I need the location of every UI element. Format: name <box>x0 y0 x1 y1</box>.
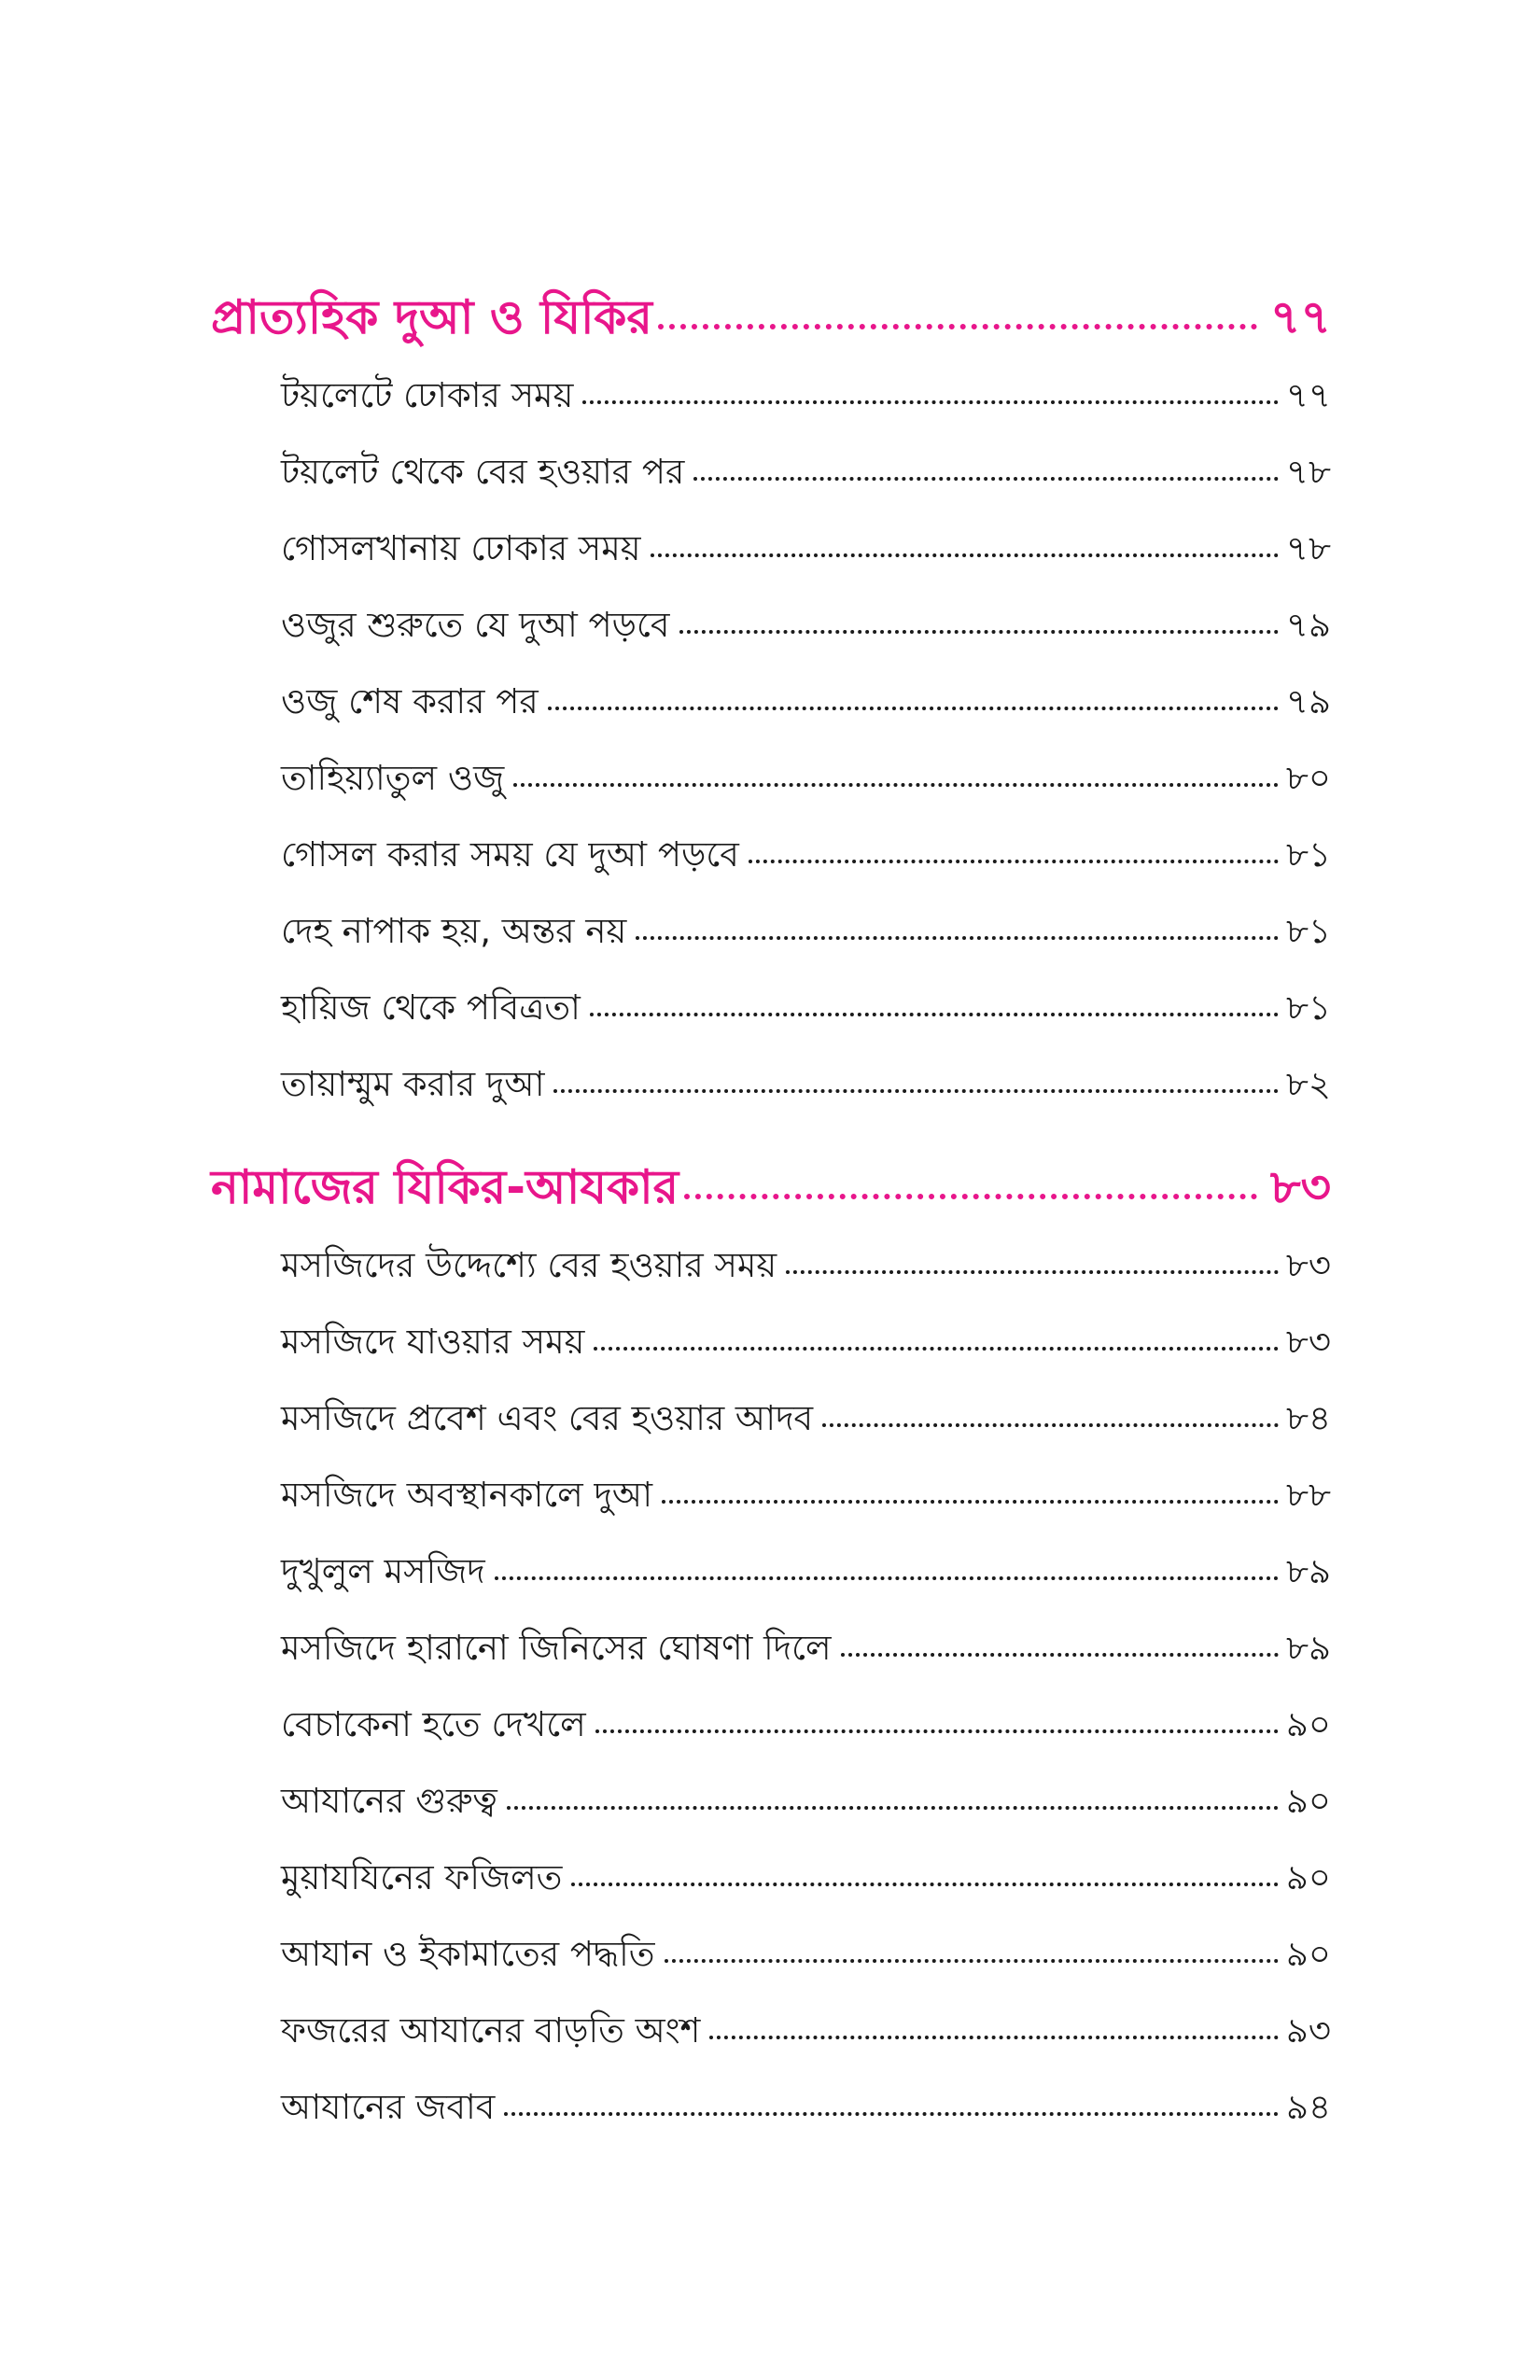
toc-entry-title: মসজিদে অবস্থানকালে দুআ <box>281 1475 653 1515</box>
toc-entry-title: গোসলখানায় ঢোকার সময় <box>281 528 641 568</box>
toc-entry <box>281 1533 1331 1610</box>
dot-leader <box>553 1088 1278 1093</box>
toc-entry-page: ৯৪ <box>1285 2087 1331 2127</box>
toc-entry-title: দেহ নাপাক হয়, অন্তর নয় <box>281 911 627 951</box>
toc-entry-page: ৯০ <box>1285 1781 1331 1821</box>
dot-leader <box>594 1346 1278 1351</box>
toc-entry <box>281 893 1331 970</box>
toc-entry-page: ৮১ <box>1285 987 1331 1028</box>
toc-entry-title: তায়াম্মুম করার দুআ <box>281 1064 545 1104</box>
toc-entry-page: ৮৩ <box>1285 1322 1331 1362</box>
dot-leader <box>665 1958 1279 1963</box>
toc-entry-title: ফজরের আযানের বাড়তি অংশ <box>281 2010 701 2051</box>
toc-entry-title: টয়লেট থেকে বের হওয়ার পর <box>281 452 685 492</box>
toc-entry-title: আযান ও ইকামাতের পদ্ধতি <box>281 1934 655 1974</box>
toc-entry-page: ৭৭ <box>1285 375 1331 415</box>
toc-entry-title: মুয়াযযিনের ফজিলত <box>281 1857 563 1897</box>
toc-entry-title: ওজুর শুরুতে যে দুআ পড়বে <box>281 605 670 645</box>
toc-entry-page: ৯০ <box>1285 1704 1331 1744</box>
toc-entry-title: আযানের গুরুত্ব <box>281 1781 497 1821</box>
toc-entry-page: ৮১ <box>1285 911 1331 951</box>
dot-leader <box>495 1575 1279 1580</box>
dot-leader <box>662 1499 1279 1504</box>
toc-entry-title: মসজিদের উদ্দেশ্যে বের হওয়ার সময় <box>281 1245 777 1285</box>
toc-section <box>211 1148 1331 2146</box>
toc-entry <box>281 817 1331 893</box>
toc-entry <box>281 664 1331 740</box>
toc-entry-title: বেচাকেনা হতে দেখলে <box>281 1704 586 1744</box>
toc-entry-page: ৭৯ <box>1285 681 1331 721</box>
toc-entry <box>281 511 1331 587</box>
dot-leader <box>590 1012 1279 1016</box>
section-page-number: ৮৩ <box>1270 1160 1331 1214</box>
dot-leader <box>786 1269 1279 1274</box>
toc-entry-title: হায়িজ থেকে পবিত্রতা <box>281 987 581 1028</box>
toc-entry-page: ৯০ <box>1285 1934 1331 1974</box>
toc-entry <box>281 1840 1331 1916</box>
toc-entry-page: ৮০ <box>1285 758 1331 798</box>
toc-section-heading <box>211 278 1331 357</box>
toc-entry-page: ৭৯ <box>1285 605 1331 645</box>
toc-entry-list <box>281 357 1331 1123</box>
toc-entry <box>281 434 1331 511</box>
toc-entry <box>281 970 1331 1046</box>
dot-leader <box>651 553 1279 557</box>
toc-entry <box>281 587 1331 664</box>
dot-leader <box>749 859 1279 863</box>
toc-entry <box>281 1993 1331 2069</box>
toc-entry <box>281 1687 1331 1763</box>
dot-leader <box>504 2111 1279 2116</box>
dot-leader <box>595 1729 1279 1733</box>
dot-leader <box>571 1882 1279 1886</box>
dot-leader <box>841 1652 1279 1657</box>
toc-entry-page: ৮৩ <box>1285 1245 1331 1285</box>
dot-leader <box>822 1422 1279 1427</box>
section-title: নামাজের যিকির-আযকার <box>211 1160 679 1214</box>
toc-entry-title: তাহিয়্যাতুল ওজু <box>281 758 505 798</box>
toc-entry-page: ৯৩ <box>1285 2010 1331 2051</box>
toc-entry-page: ৮৯ <box>1285 1551 1331 1591</box>
toc-entry <box>281 1046 1331 1123</box>
toc-entry-list <box>281 1227 1331 2146</box>
toc-entry <box>281 1380 1331 1457</box>
toc-entry-page: ৭৮ <box>1285 528 1331 568</box>
toc-entry-title: দুখুলুল মসজিদ <box>281 1551 485 1591</box>
section-title: প্রাত্যহিক দুআ ও যিকির <box>211 290 652 344</box>
dot-leader <box>548 706 1279 710</box>
dot-leader <box>709 2035 1278 2039</box>
toc-entry-title: টয়লেটে ঢোকার সময় <box>281 375 574 415</box>
toc-entry-title: গোসল করার সময় যে দুআ পড়বে <box>281 834 739 875</box>
toc-entry <box>281 1457 1331 1533</box>
dot-leader <box>513 782 1279 787</box>
dot-leader <box>684 1193 1257 1199</box>
toc-entry-page: ৯০ <box>1285 1857 1331 1897</box>
toc-entry-title: মসজিদে যাওয়ার সময় <box>281 1322 585 1362</box>
toc-entry <box>281 1227 1331 1304</box>
dot-leader <box>658 323 1257 329</box>
toc-entry-page: ৮১ <box>1285 834 1331 875</box>
dot-leader <box>693 476 1279 481</box>
dot-leader <box>636 935 1279 940</box>
toc-entry-title: আযানের জবাব <box>281 2087 496 2127</box>
toc-entry <box>281 1610 1331 1687</box>
toc-entry <box>281 2069 1331 2146</box>
toc-entry-page: ৮৪ <box>1285 1398 1331 1438</box>
toc-entry <box>281 1304 1331 1380</box>
toc-section-heading <box>211 1148 1331 1227</box>
toc-entry <box>281 740 1331 817</box>
dot-leader <box>507 1805 1279 1810</box>
toc-entry-page: ৭৮ <box>1285 452 1331 492</box>
toc-entry-page: ৮২ <box>1285 1064 1331 1104</box>
toc-entry <box>281 1763 1331 1840</box>
toc-entry-title: ওজু শেষ করার পর <box>281 681 539 721</box>
toc-entry <box>281 1916 1331 1993</box>
toc-entry <box>281 357 1331 434</box>
toc-entry-title: মসজিদে হারানো জিনিসের ঘোষণা দিলে <box>281 1628 832 1668</box>
dot-leader <box>679 629 1279 634</box>
toc-entry-page: ৮৮ <box>1285 1475 1331 1515</box>
dot-leader <box>582 399 1279 404</box>
toc-entry-title: মসজিদে প্রবেশ এবং বের হওয়ার আদব <box>281 1398 814 1438</box>
section-page-number: ৭৭ <box>1269 290 1331 344</box>
toc-section <box>211 278 1331 1123</box>
toc-entry-page: ৮৯ <box>1285 1628 1331 1668</box>
